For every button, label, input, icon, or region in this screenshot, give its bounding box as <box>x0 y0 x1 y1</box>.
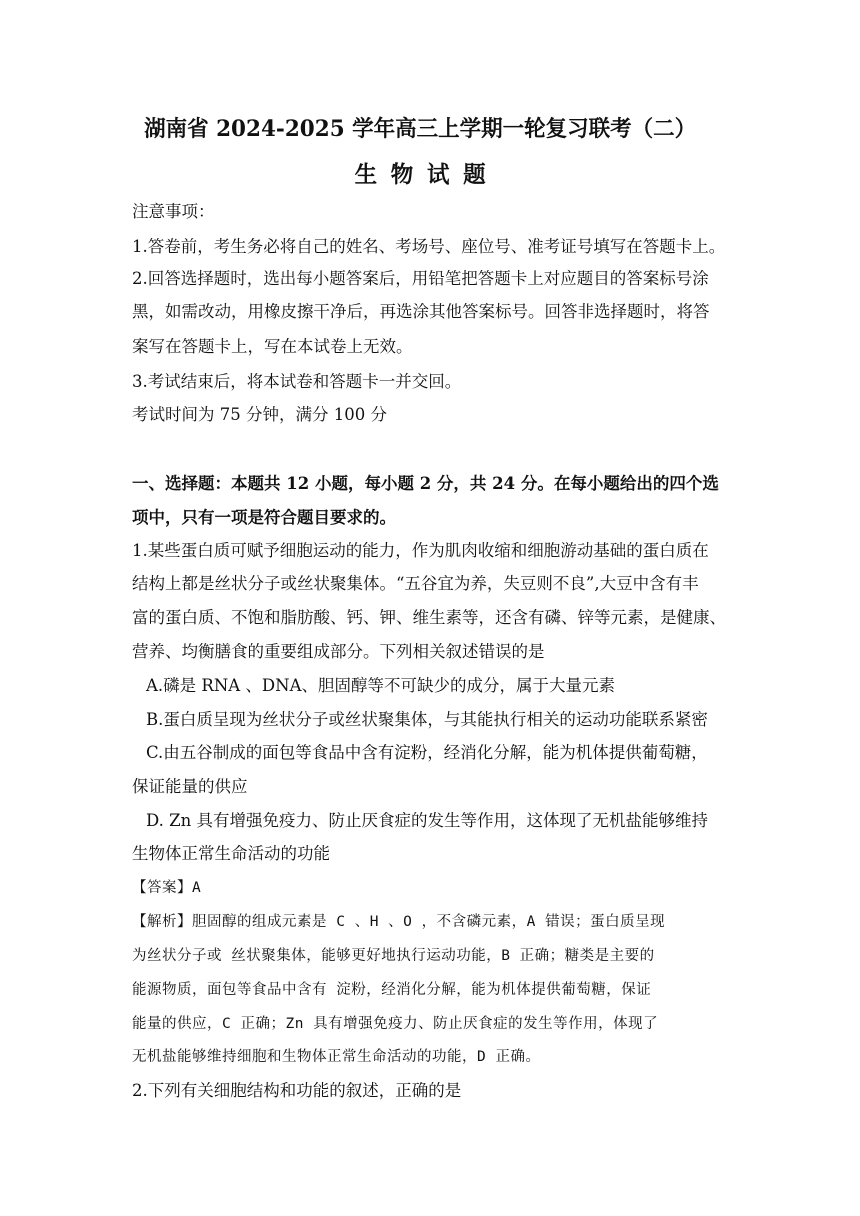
q1-stem-line-4: 营养、均衡膳食的重要组成部分。下列相关叙述错误的是 <box>132 642 545 661</box>
notice-item-2-line-3: 案写在答题卡上，写在本试卷上无效。 <box>132 337 413 356</box>
q1-answer: 【答案】A <box>132 880 202 896</box>
q1-explanation-line-2: 为丝状分子或 丝状聚集体，能够更好地执行运动功能，B 正确；糖类是主要的 <box>132 948 655 964</box>
notice-item-2-line-2: 黑，如需改动，用橡皮擦干净后，再选涂其他答案标号。回答非选择题时，将答 <box>132 302 710 321</box>
section-heading-line-2: 项中，只有一项是符合题目要求的。 <box>132 508 396 527</box>
q1-option-c-line-1: C.由五谷制成的面包等食品中含有淀粉，经消化分解，能为机体提供葡萄糖， <box>146 743 708 762</box>
notice-item-3: 3.考试结束后，将本试卷和答题卡一并交回。 <box>132 372 462 391</box>
q1-stem-line-1: 1.某些蛋白质可赋予细胞运动的能力，作为肌肉收缩和细胞游动基础的蛋白质在 <box>132 541 709 560</box>
q1-option-a: A.磷是 RNA 、DNA、胆固醇等不可缺少的成分，属于大量元素 <box>146 676 616 695</box>
q1-option-d-line-1: D. Zn 具有增强免疫力、防止厌食症的发生等作用，这体现了无机盐能够维持 <box>146 811 708 830</box>
q1-stem-line-3: 富的蛋白质、不饱和脂肪酸、钙、钾、维生素等，还含有磷、锌等元素，是健康、 <box>132 608 726 627</box>
q1-explanation-line-3: 能源物质，面包等食品中含有 淀粉，经消化分解，能为机体提供葡萄糖，保证 <box>132 982 652 998</box>
q1-option-c-line-2: 保证能量的供应 <box>132 777 248 796</box>
notice-item-2-line-1: 2.回答选择题时，选出每小题答案后，用铅笔把答题卡上对应题目的答案标号涂 <box>132 269 709 288</box>
section-heading-line-1: 一、选择题：本题共 12 小题，每小题 2 分，共 24 分。在每小题给出的四个选 <box>132 474 719 493</box>
notice-heading: 注意事项： <box>132 202 215 221</box>
q1-option-d-line-2: 生物体正常生命活动的功能 <box>132 844 330 863</box>
notice-item-1: 1.答卷前，考生务必将自己的姓名、考场号、座位号、准考证号填写在答题卡上。 <box>132 237 726 256</box>
q2-stem-line-1: 2.下列有关细胞结构和功能的叙述，正确的是 <box>132 1081 462 1100</box>
q1-stem-line-2: 结构上都是丝状分子或丝状聚集体。“五谷宜为养，失豆则不良”,大豆中含有丰 <box>132 574 699 593</box>
q1-option-b: B.蛋白质呈现为丝状分子或丝状聚集体，与其能执行相关的运动功能联系紧密 <box>146 710 708 729</box>
exam-time: 考试时间为 75 分钟，满分 100 分 <box>132 405 387 424</box>
q1-explanation-line-5: 无机盐能够维持细胞和生物体正常生命活动的功能，D 正确。 <box>132 1049 541 1065</box>
exam-title: 湖南省 2024-2025 学年高三上学期一轮复习联考（二） <box>144 116 697 142</box>
q1-explanation-line-4: 能量的供应，C 正确；Zn 具有增强免疫力、防止厌食症的发生等作用，体现了 <box>132 1016 659 1032</box>
q1-explanation-line-1: 【解析】胆固醇的组成元素是 C 、H 、O ，不含磷元素，A 错误；蛋白质呈现 <box>132 914 666 930</box>
subject-title: 生物试题 <box>354 161 500 188</box>
